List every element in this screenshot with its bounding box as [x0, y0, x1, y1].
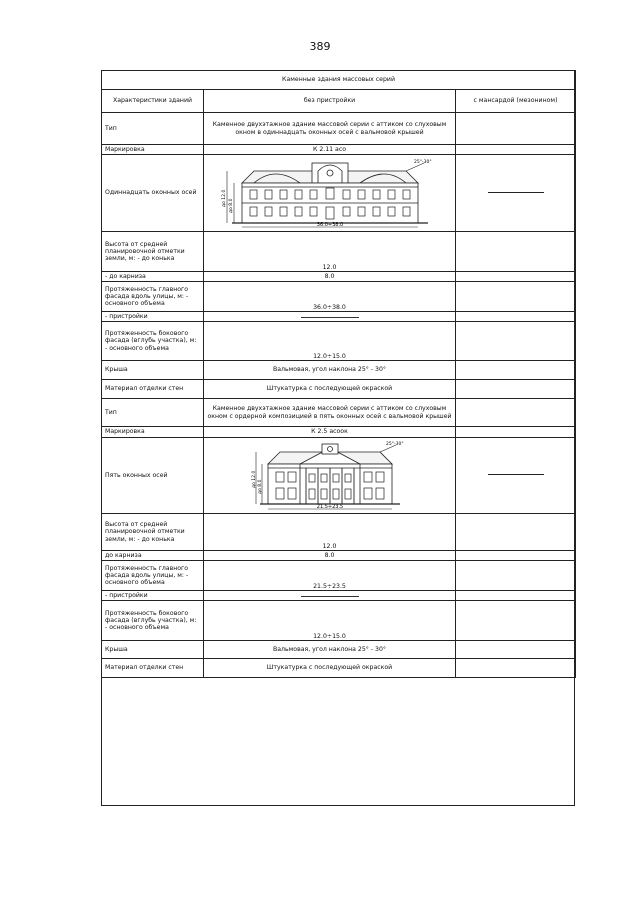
s1-dim-h2: до 8.0 [228, 198, 234, 213]
s2-annex-label: - пристройки [102, 591, 204, 601]
s1-axes-label: Одиннадцать оконных осей [102, 155, 204, 232]
s1-facade-drawing [220, 157, 440, 229]
s1-slope: 25°-30° [413, 160, 432, 165]
s2-side-facade-label: Протяженность бокового фасада (вглубь участка), м: - основного объема [102, 601, 204, 641]
s1-eave-value: 8.0 [204, 272, 456, 282]
s1-type-label: Тип [102, 113, 204, 145]
table-header-row [102, 90, 576, 113]
s2-height-value: 12.0 [204, 514, 456, 551]
s2-axes-label: Пять оконных осей [102, 438, 204, 514]
table-row [102, 322, 576, 361]
s1-annex-empty [204, 312, 456, 322]
s2-eave-value: 8.0 [204, 551, 456, 561]
s1-marking-label: Маркировка [102, 145, 204, 155]
s2-facade-drawing [250, 440, 410, 512]
s1-dim-width: 36.0÷38.0 [316, 222, 343, 228]
s1-type-value: Каменное двухэтажное здание массовой серии с аттиком со слуховым окном в одиннадцать оконных осей с вальмовой крышей [204, 113, 456, 145]
s2-material-value: Штукатурка с последующей окраской [204, 659, 456, 678]
s2-type-label: Тип [102, 399, 204, 427]
header-with-mansard: с мансардой (мезонином) [456, 90, 576, 113]
table-row [102, 659, 576, 678]
s2-facade-cell [204, 438, 456, 514]
s2-dim-width: 21.5÷23.5 [316, 503, 343, 510]
s2-dim-h2: до 8.0 [257, 479, 263, 494]
table-title-row [102, 71, 576, 90]
s2-slope: 25°-30° [385, 441, 404, 447]
table-row [102, 155, 576, 232]
table-row [102, 361, 576, 380]
s1-height-label: Высота от средней планировочной отметки земли, м: - до конька [102, 232, 204, 272]
header-no-extension: без пристройки [204, 90, 456, 113]
table-row [102, 113, 576, 145]
table-row [102, 514, 576, 551]
table-row [102, 427, 576, 438]
s2-annex-empty [204, 591, 456, 601]
s2-main-facade-label: Протяженность главного фасада вдоль улицы, м: - основного объема [102, 561, 204, 591]
table-row [102, 399, 576, 427]
s1-marking-value: К 2.11 асо [204, 145, 456, 155]
table-row [102, 145, 576, 155]
buildings-table [101, 70, 576, 678]
s2-marking-label: Маркировка [102, 427, 204, 438]
s1-eave-label: - до карниза [102, 272, 204, 282]
table-row [102, 232, 576, 272]
table-row [102, 272, 576, 282]
s1-main-facade-label: Протяженность главного фасада вдоль улицы, м: - основного объема [102, 282, 204, 312]
table-title: Каменные здания массовых серий [102, 71, 576, 90]
s1-material-value: Штукатурка с последующей окраской [204, 380, 456, 399]
table-row [102, 561, 576, 591]
s2-roof-label: Крыша [102, 641, 204, 659]
header-characteristics: Характеристики зданий [102, 90, 204, 113]
s1-main-facade-value: 36.0÷38.0 [204, 282, 456, 312]
s2-material-label: Материал отделки стен [102, 659, 204, 678]
table-row [102, 641, 576, 659]
s1-mansard-empty [456, 155, 576, 232]
s2-marking-value: К 2.5 асоок [204, 427, 456, 438]
s1-height-value: 12.0 [204, 232, 456, 272]
s1-facade-cell [204, 155, 456, 232]
s2-main-facade-value: 21.5÷23.5 [204, 561, 456, 591]
s1-side-facade-label: Протяженность бокового фасада (вглубь участка), м: - основного объема [102, 322, 204, 361]
s1-annex-label: - пристройки [102, 312, 204, 322]
s1-roof-label: Крыша [102, 361, 204, 380]
s2-side-facade-value: 12.0÷15.0 [204, 601, 456, 641]
table-row [102, 438, 576, 514]
s2-type-value: Каменное двухэтажное здание массовой серии с аттиком со слуховым окном с ордерной композицией в пять оконных осей с вальмовой крышей [204, 399, 456, 427]
s2-eave-label: до карниза [102, 551, 204, 561]
table-row [102, 601, 576, 641]
s2-roof-value: Вальмовая, угол наклона 25° - 30° [204, 641, 456, 659]
s2-height-label: Высота от средней планировочной отметки земли, м: - до конька [102, 514, 204, 551]
table-row [102, 591, 576, 601]
table-row [102, 312, 576, 322]
table-row [102, 282, 576, 312]
page-number: 389 [309, 40, 331, 53]
s2-mansard-empty [456, 438, 576, 514]
s1-side-facade-value: 12.0÷15.0 [204, 322, 456, 361]
table-row [102, 551, 576, 561]
table-row [102, 380, 576, 399]
s1-roof-value: Вальмовая, угол наклона 25° - 30° [204, 361, 456, 380]
s1-material-label: Материал отделки стен [102, 380, 204, 399]
s1-dim-h1: до 12.0 [221, 189, 227, 207]
s2-dim-h1: до 12.0 [251, 470, 257, 488]
